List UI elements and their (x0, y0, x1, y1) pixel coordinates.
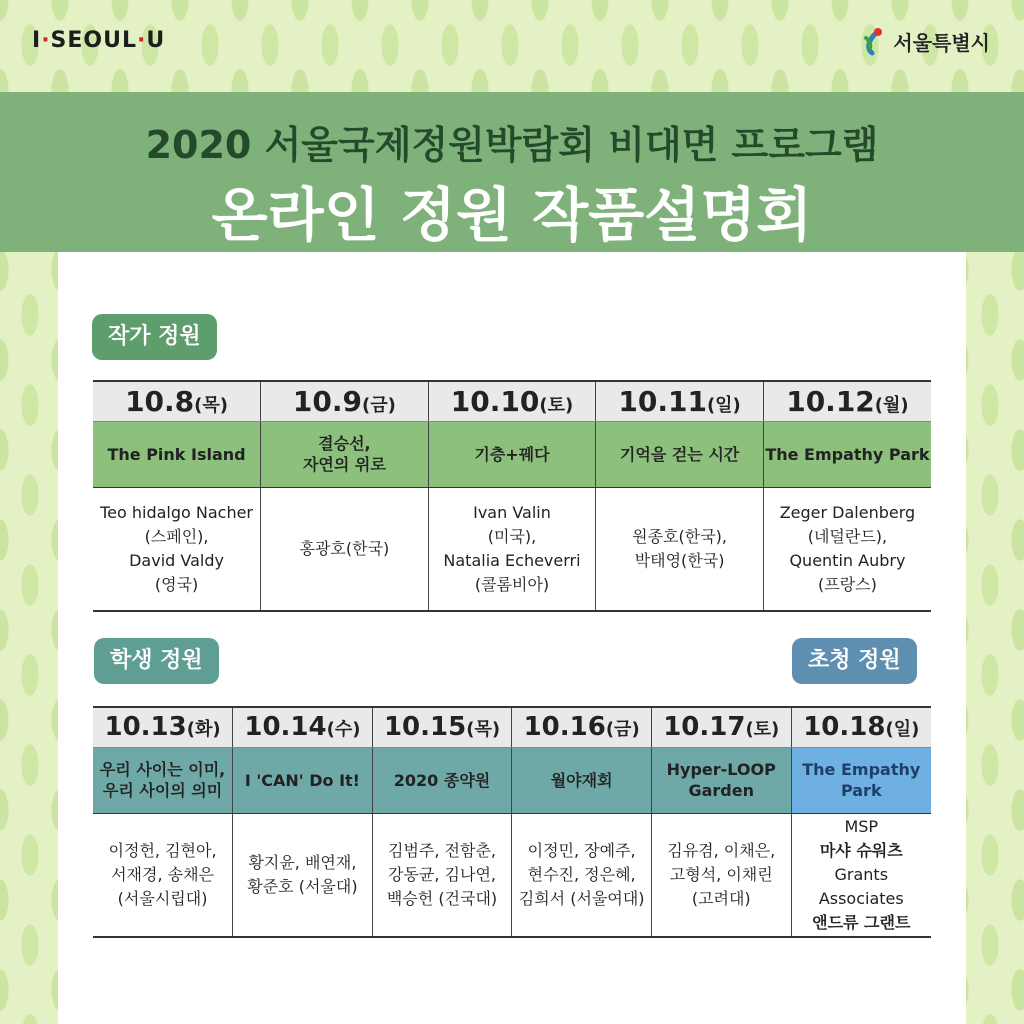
page-subtitle: 2020 서울국제정원박람회 비대면 프로그램 (145, 123, 879, 167)
garden-title-cell: The Empathy Park (763, 421, 931, 487)
date-row (93, 707, 931, 747)
date-row (93, 381, 931, 421)
date-cell: 10.13(화) (93, 707, 233, 747)
garden-title-cell: 우리 사이는 이미, 우리 사이의 의미 (93, 747, 233, 813)
designer-cell: Ivan Valin (미국), Natalia Echeverri (콜롬비아) (428, 487, 596, 611)
designer-row (93, 487, 931, 611)
date-cell: 10.14(수) (233, 707, 373, 747)
date-cell: 10.11(일) (596, 381, 764, 421)
date-cell: 10.10(토) (428, 381, 596, 421)
garden-title-cell: 2020 종약원 (372, 747, 512, 813)
date-cell: 10.16(금) (512, 707, 652, 747)
garden-title-cell: Hyper-LOOP Garden (651, 747, 791, 813)
invited-garden-tag: 초청 정원 (792, 638, 917, 684)
designer-cell: MSP 마샤 슈워츠 Grants Associates 앤드류 그랜트 (791, 813, 931, 937)
designer-cell: 황지윤, 배연재, 황준호 (서울대) (233, 813, 373, 937)
garden-title-cell: The Empathy Park (791, 747, 931, 813)
date-cell: 10.15(목) (372, 707, 512, 747)
designer-cell: 김범주, 전함춘, 강동균, 김나연, 백승헌 (건국대) (372, 813, 512, 937)
designer-cell: 이정헌, 김현아, 서재경, 송채은 (서울시립대) (93, 813, 233, 937)
designer-cell: Zeger Dalenberg (네덜란드), Quentin Aubry (프랑스) (763, 487, 931, 611)
designer-row (93, 813, 931, 937)
garden-title-cell: The Pink Island (93, 421, 261, 487)
artist-garden-schedule (93, 380, 931, 612)
garden-title-row (93, 421, 931, 487)
designer-cell: 홍광호(한국) (261, 487, 429, 611)
seoul-city-logo (857, 26, 990, 56)
date-cell: 10.18(일) (791, 707, 931, 747)
student-garden-schedule (93, 706, 931, 938)
garden-title-cell: 기억을 걷는 시간 (596, 421, 764, 487)
date-cell: 10.17(토) (651, 707, 791, 747)
page-title: 온라인 정원 작품설명회 (211, 181, 813, 249)
garden-title-cell: 결승선, 자연의 위로 (261, 421, 429, 487)
student-garden-tag: 학생 정원 (94, 638, 219, 684)
date-cell: 10.12(월) (763, 381, 931, 421)
designer-cell: Teo hidalgo Nacher (스페인), David Valdy (영국) (93, 487, 261, 611)
artist-garden-tag: 작가 정원 (92, 314, 217, 360)
seoul-city-name: 서울특별시 (893, 30, 990, 55)
date-cell: 10.8(목) (93, 381, 261, 421)
garden-title-cell: 월야재회 (512, 747, 652, 813)
i-seoul-u-logo: I·SEOUL·U (32, 28, 166, 53)
designer-cell: 원종호(한국), 박태영(한국) (596, 487, 764, 611)
garden-title-cell: I 'CAN' Do It! (233, 747, 373, 813)
designer-cell: 이정민, 장예주, 현수진, 정은혜, 김희서 (서울여대) (512, 813, 652, 937)
garden-title-cell: 기층+꿰다 (428, 421, 596, 487)
designer-cell: 김유겸, 이채은, 고형석, 이채린 (고려대) (651, 813, 791, 937)
seoul-city-symbol-icon (857, 26, 887, 56)
garden-title-row (93, 747, 931, 813)
date-cell: 10.9(금) (261, 381, 429, 421)
